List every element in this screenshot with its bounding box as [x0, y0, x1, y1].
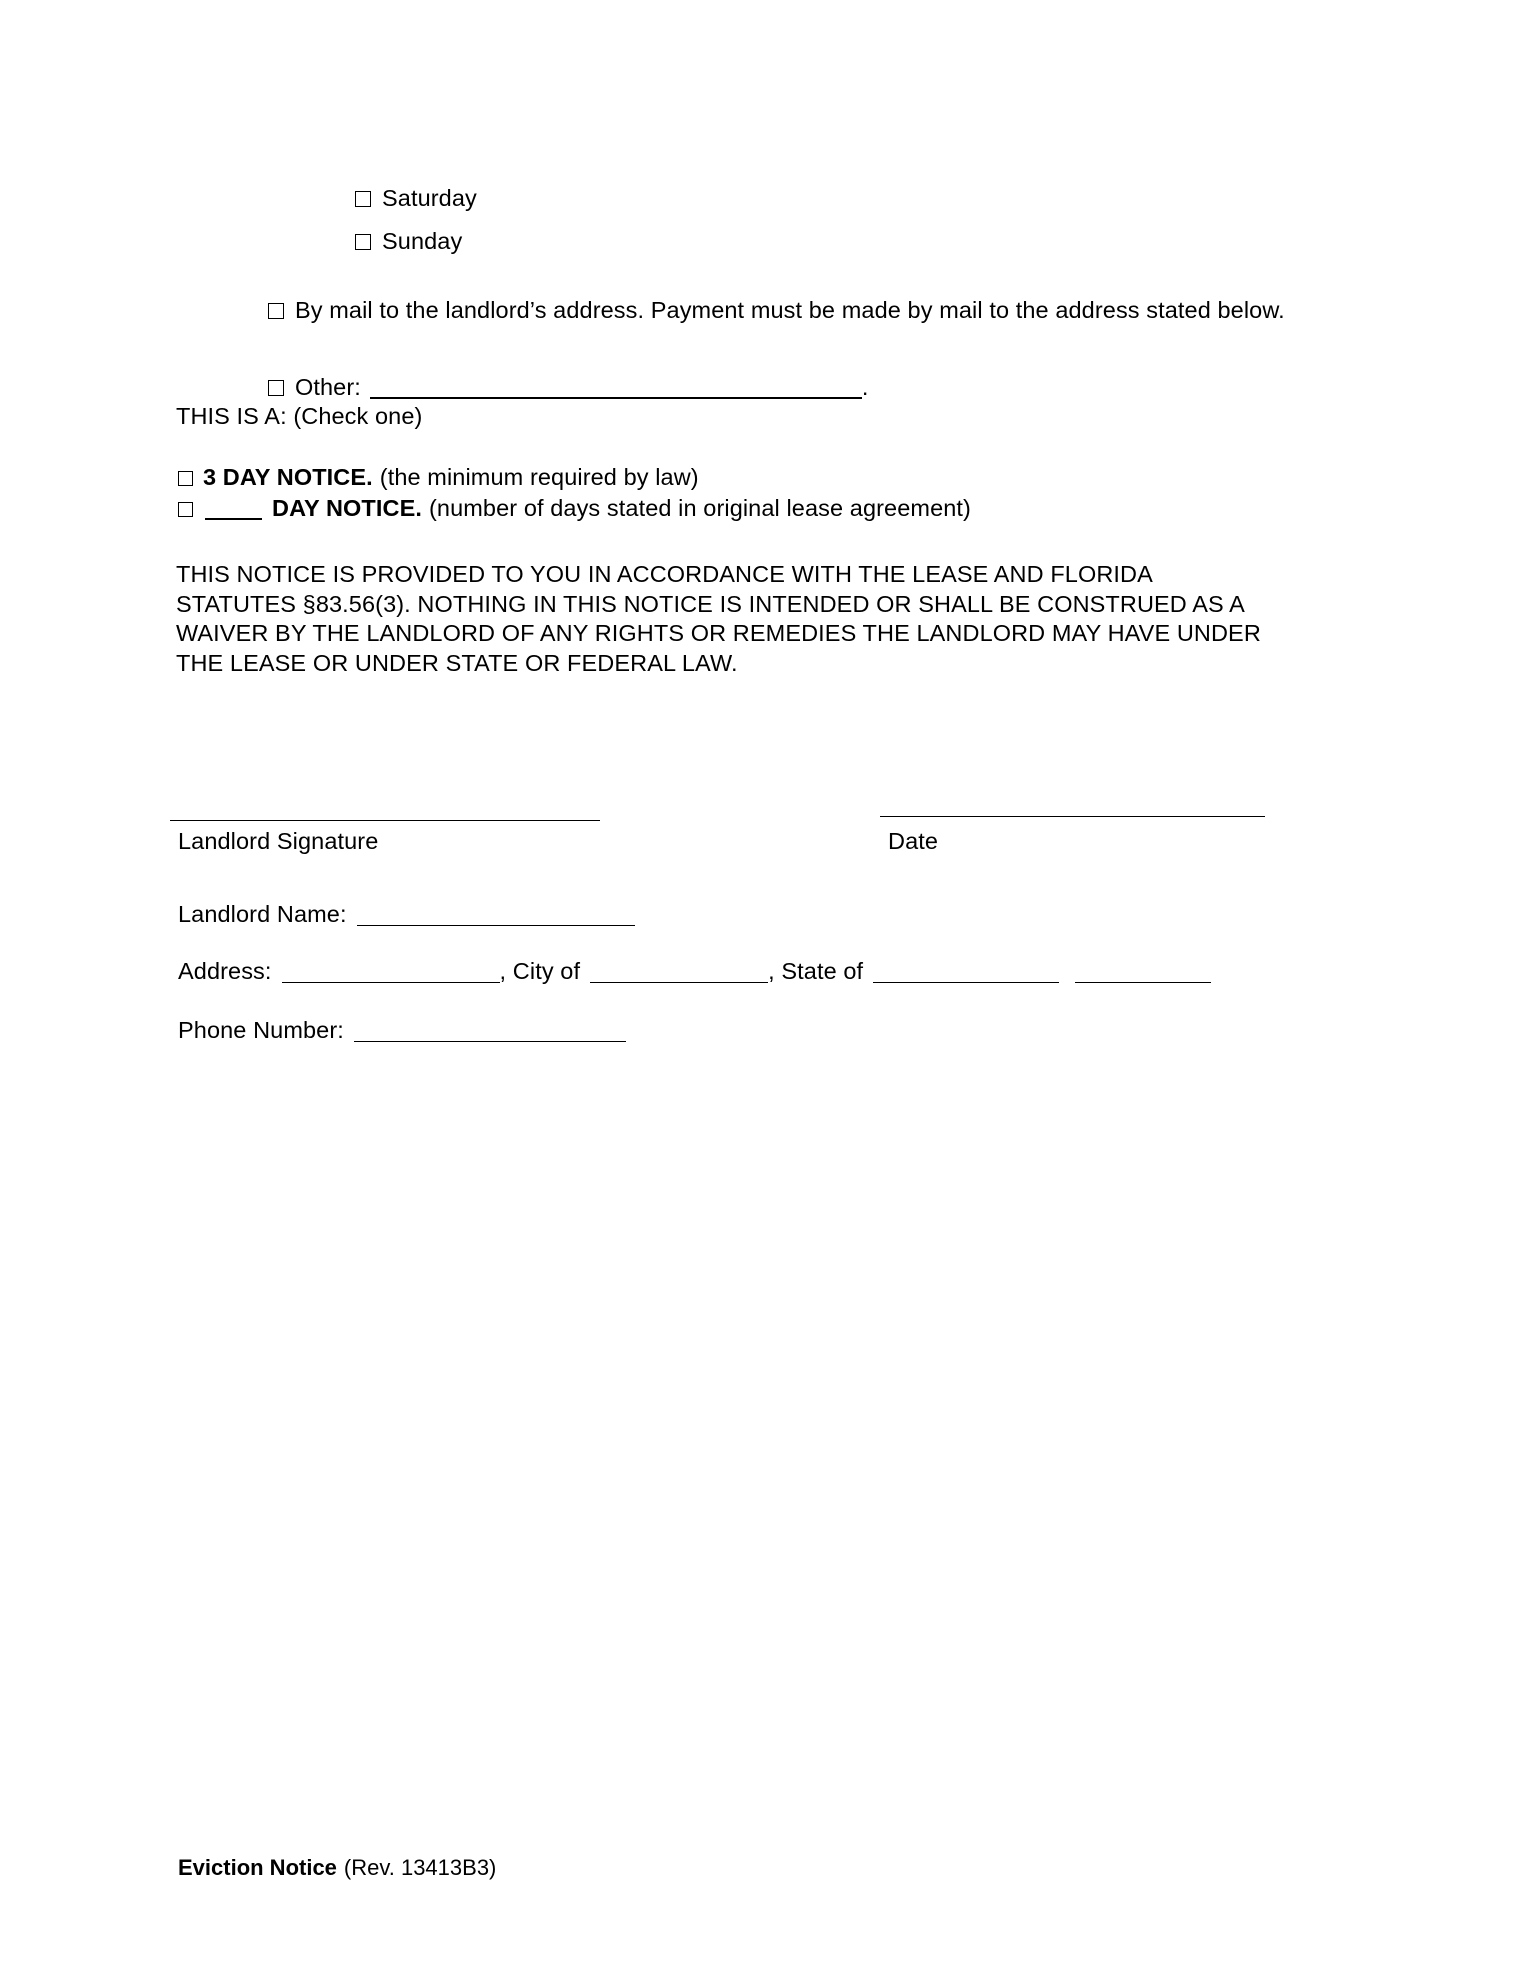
address-label: Address: [178, 958, 272, 984]
checkbox-by-mail[interactable] [268, 303, 284, 319]
landlord-name-label: Landlord Name: [178, 901, 347, 927]
landlord-signature-rule[interactable] [170, 820, 600, 821]
phone-label: Phone Number: [178, 1017, 344, 1043]
three-day-notice-label: 3 DAY NOTICE. [203, 464, 373, 490]
checkbox-saturday[interactable] [355, 191, 371, 207]
custom-days-input-rule[interactable] [205, 518, 262, 520]
statutory-line-3: WAIVER BY THE LANDLORD OF ANY RIGHTS OR REMEDIES THE LANDLORD MAY HAVE UNDER [176, 620, 1261, 647]
city-input-rule[interactable] [590, 982, 768, 983]
custom-day-notice-label: DAY NOTICE. [272, 495, 422, 521]
checkbox-row-three-day-notice[interactable] [178, 466, 699, 490]
landlord-name-row [178, 903, 635, 927]
checkbox-three-day-notice[interactable] [178, 471, 193, 486]
date-rule[interactable] [880, 816, 1265, 817]
city-label: , City of [499, 958, 581, 984]
other-trailing-punctuation: . [861, 374, 869, 400]
statutory-line-1: THIS NOTICE IS PROVIDED TO YOU IN ACCORDANCE WITH THE LEASE AND FLORIDA [176, 561, 1153, 587]
landlord-signature-label: Landlord Signature [178, 828, 379, 854]
zip-input-rule[interactable] [1075, 982, 1211, 983]
state-input-rule[interactable] [873, 982, 1059, 983]
checkbox-sunday[interactable] [355, 234, 371, 250]
state-label: , State of [768, 958, 864, 984]
checkbox-custom-day-notice[interactable] [178, 502, 193, 517]
checkbox-row-sunday[interactable] [355, 230, 462, 254]
landlord-name-input-rule[interactable] [357, 925, 635, 926]
landlord-address-row [178, 960, 1211, 984]
address-input-rule[interactable] [282, 982, 500, 983]
statutory-line-2: STATUTES §83.56(3). NOTHING IN THIS NOTICE IS INTENDED OR SHALL BE CONSTRUED AS A [176, 590, 1245, 617]
date-label: Date [888, 828, 939, 854]
three-day-notice-description: (the minimum required by law) [379, 464, 699, 490]
notice-type-heading: THIS IS A: (Check one) [176, 403, 423, 429]
footer-document-title: Eviction Notice [178, 1855, 337, 1880]
checkbox-label-other: Other: [295, 374, 361, 400]
checkbox-label-sunday: Sunday [382, 228, 463, 254]
document-footer [178, 1855, 496, 1881]
checkbox-row-saturday[interactable] [355, 187, 477, 211]
checkbox-row-custom-day-notice[interactable] [178, 497, 971, 521]
checkbox-label-by-mail: By mail to the landlord’s address. Payment must be made by mail to the address stated below. [295, 297, 1285, 323]
other-input-rule[interactable] [370, 397, 862, 399]
checkbox-row-by-mail[interactable] [268, 299, 1285, 323]
statutory-line-4: THE LEASE OR UNDER STATE OR FEDERAL LAW. [176, 649, 738, 676]
phone-input-rule[interactable] [354, 1041, 626, 1042]
footer-revision: (Rev. 13413B3) [343, 1855, 497, 1880]
checkbox-other[interactable] [268, 380, 284, 396]
statutory-notice-paragraph [176, 560, 1376, 678]
checkbox-label-saturday: Saturday [382, 185, 477, 211]
checkbox-row-other[interactable] [268, 376, 869, 400]
custom-day-notice-description: (number of days stated in original lease agreement) [428, 495, 971, 521]
landlord-phone-row [178, 1019, 626, 1043]
